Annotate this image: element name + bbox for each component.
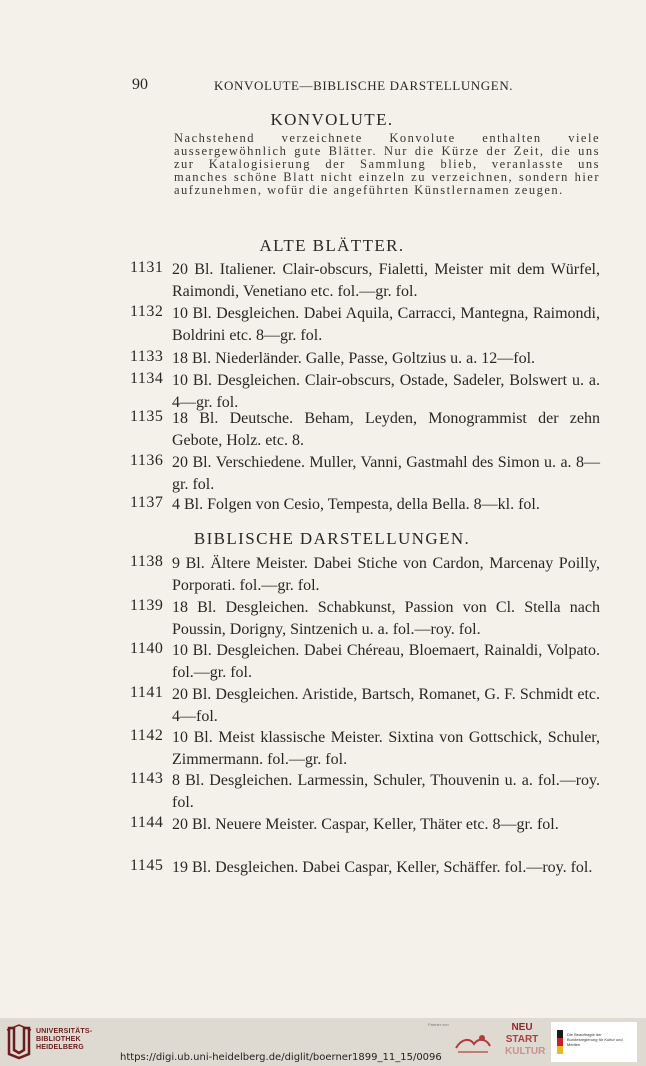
bkm-logo[interactable] (551, 1022, 637, 1062)
section-title-biblische-darstellungen: BIBLISCHE DARSTELLUNGEN. (193, 529, 471, 548)
entry-number: 1137 (130, 494, 164, 511)
entry-number: 1145 (130, 857, 164, 874)
main-title: KONVOLUTE. (270, 110, 394, 129)
entry-text: 19 Bl. Desgleichen. Dabei Caspar, Keller, Schäffer. fol.—roy. fol. (172, 859, 593, 876)
page-number: 90 (132, 76, 148, 93)
entry-number: 1139 (130, 597, 164, 614)
entry-text: 10 Bl. Desgleichen. Clair-obscurs, Ostade, Sadeler, Bolswert u. a. 4—gr. fol. (172, 372, 600, 411)
entry-number: 1143 (130, 770, 164, 787)
entry-text: 10 Bl. Desgleichen. Dabei Chéreau, Bloemaert, Rainaldi, Volpato. fol.—gr. fol. (172, 642, 600, 681)
entry-number: 1134 (130, 370, 164, 387)
entry-text: 20 Bl. Desgleichen. Aristide, Bartsch, Romanet, G. F. Schmidt etc. 4—fol. (172, 686, 600, 725)
entry-number: 1142 (130, 727, 164, 744)
running-title: KONVOLUTE—BIBLISCHE DARSTELLUNGEN. (214, 78, 514, 93)
entry-number: 1144 (130, 814, 164, 831)
bkm-text: Die Beauftragte der Bundesregierung für Kultur und Medien (567, 1032, 623, 1047)
intro-text: Nachstehend verzeichnete Konvolute enthalten viele aussergewöhnlich gute Blätter. Nur die Kürze der Zeit, die uns zur Katalogisierung der Sammlung blieb, veranlasste uns manches schöne Blatt nicht einzeln zu verzeichnen, sondern hier aufzunehmen, wofür die angeführten Künstlernamen zeugen. (174, 131, 600, 197)
library-name-line: HEIDELBERG (36, 1044, 84, 1051)
entry-text: 10 Bl. Desgleichen. Dabei Aquila, Carracci, Mantegna, Raimondi, Boldrini etc. 8—gr. fol. (172, 305, 600, 344)
entry-text: 4 Bl. Folgen von Cesio, Tempesta, della Bella. 8—kl. fol. (172, 496, 540, 513)
entry-number: 1141 (130, 684, 164, 701)
entry-text: 20 Bl. Verschiedene. Muller, Vanni, Gastmahl des Simon u. a. 8—gr. fol. (172, 454, 600, 493)
entry-text: 9 Bl. Ältere Meister. Dabei Stiche von Cardon, Marcenay Poilly, Porporati. fol.—gr. fol. (172, 555, 600, 594)
entry-text: 10 Bl. Meist klassische Meister. Sixtina von Gottschick, Schuler, Zimmermann. fol.—gr. fol. (172, 729, 600, 768)
partner-logo-icon[interactable] (448, 1030, 496, 1056)
entry-text: 8 Bl. Desgleichen. Larmessin, Schuler, Thouvenin u. a. fol.—roy. fol. (172, 772, 600, 811)
ub-heidelberg-logo-icon[interactable] (6, 1024, 32, 1060)
entry-number: 1133 (130, 348, 164, 365)
intro-paragraph (174, 132, 600, 197)
neustart-line: START (505, 1034, 539, 1045)
entry-text: 20 Bl. Italiener. Clair-obscurs, Fialetti, Meister mit dem Würfel, Raimondi, Venetiano etc. fol.—gr. fol. (172, 261, 600, 300)
neustart-line: KULTUR (505, 1046, 546, 1057)
partner-label: Partner von (428, 1022, 449, 1027)
section-title-alte-blaetter: ALTE BLÄTTER. (259, 236, 405, 255)
entry-number: 1138 (130, 553, 164, 570)
entry-text: 20 Bl. Neuere Meister. Caspar, Keller, Thäter etc. 8—gr. fol. (172, 816, 559, 833)
library-name-line: UNIVERSITÄTS- (36, 1028, 93, 1035)
entry-number: 1135 (130, 408, 164, 425)
neustart-line: NEU (511, 1022, 533, 1033)
library-name-line: BIBLIOTHEK (36, 1036, 81, 1043)
entry-number: 1140 (130, 640, 164, 657)
library-name[interactable] (36, 1028, 92, 1052)
digitization-footer (0, 1018, 646, 1066)
entry-text: 18 Bl. Desgleichen. Schabkunst, Passion von Cl. Stella nach Poussin, Dorigny, Sintzenich u. a. fol.—roy. fol. (172, 599, 600, 638)
entry-text: 18 Bl. Deutsche. Beham, Leyden, Monogrammist der zehn Gebote, Holz. etc. 8. (172, 410, 600, 449)
running-head (132, 76, 592, 96)
entry-number: 1131 (130, 259, 164, 276)
german-flag-icon (557, 1030, 563, 1054)
entry-text: 18 Bl. Niederländer. Galle, Passe, Goltzius u. a. 12—fol. (172, 350, 536, 367)
permalink-url[interactable]: https://digi.ub.uni-heidelberg.de/diglit/boerner1899_11_15/0096 (120, 1052, 442, 1063)
neustart-kultur-logo[interactable] (505, 1022, 546, 1062)
entry-number: 1136 (130, 452, 164, 469)
entry-number: 1132 (130, 303, 164, 320)
